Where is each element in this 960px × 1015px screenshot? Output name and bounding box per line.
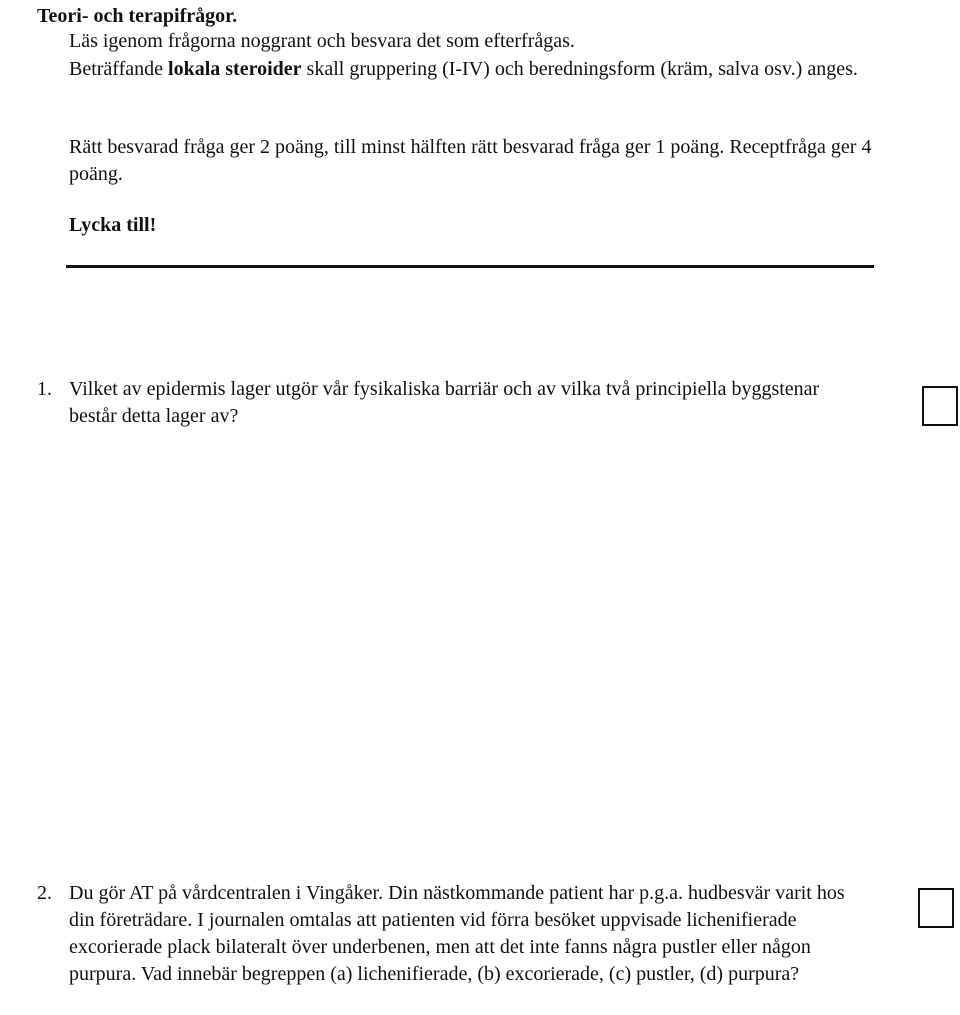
steroid-text-pre: Beträffande [69,58,169,80]
instruction-read: Läs igenom frågorna noggrant och besvara det som efterfrågas. [69,30,575,52]
horizontal-divider [66,265,874,268]
instruction-steroids [69,56,899,83]
page-title: Teori- och terapifrågor. [37,5,238,27]
good-luck-text: Lycka till! [69,214,157,236]
question-1-number: 1. [37,378,52,400]
question-2-score-box[interactable] [918,888,954,928]
steroid-text-post: skall gruppering (I-IV) och beredningsform (kräm, salva osv.) anges. [301,58,858,80]
question-2-number: 2. [37,882,52,904]
question-1-score-box[interactable] [922,386,958,426]
instruction-scoring: Rätt besvarad fråga ger 2 poäng, till minst hälften rätt besvarad fråga ger 1 poäng. Receptfråga ger 4 poäng. [69,136,872,185]
question-2-text: Du gör AT på vårdcentralen i Vingåker. Din nästkommande patient har p.g.a. hudbesvär varit hos din företrädare. I journalen omtalas att patienten vid förra besöket uppvisade lichenifierade excorierade plack bilateralt över underbenen, men att det inte fanns några pustler eller någon purpura. Vad innebär begreppen (a) lichenifierade, (b) excorierade, (c) pustler, (d) purpura? [69,882,845,985]
steroid-text-bold: lokala steroider [168,58,302,80]
question-1-text: Vilket av epidermis lager utgör vår fysikaliska barriär och av vilka två principiella byggstenar består detta lager av? [69,378,820,427]
